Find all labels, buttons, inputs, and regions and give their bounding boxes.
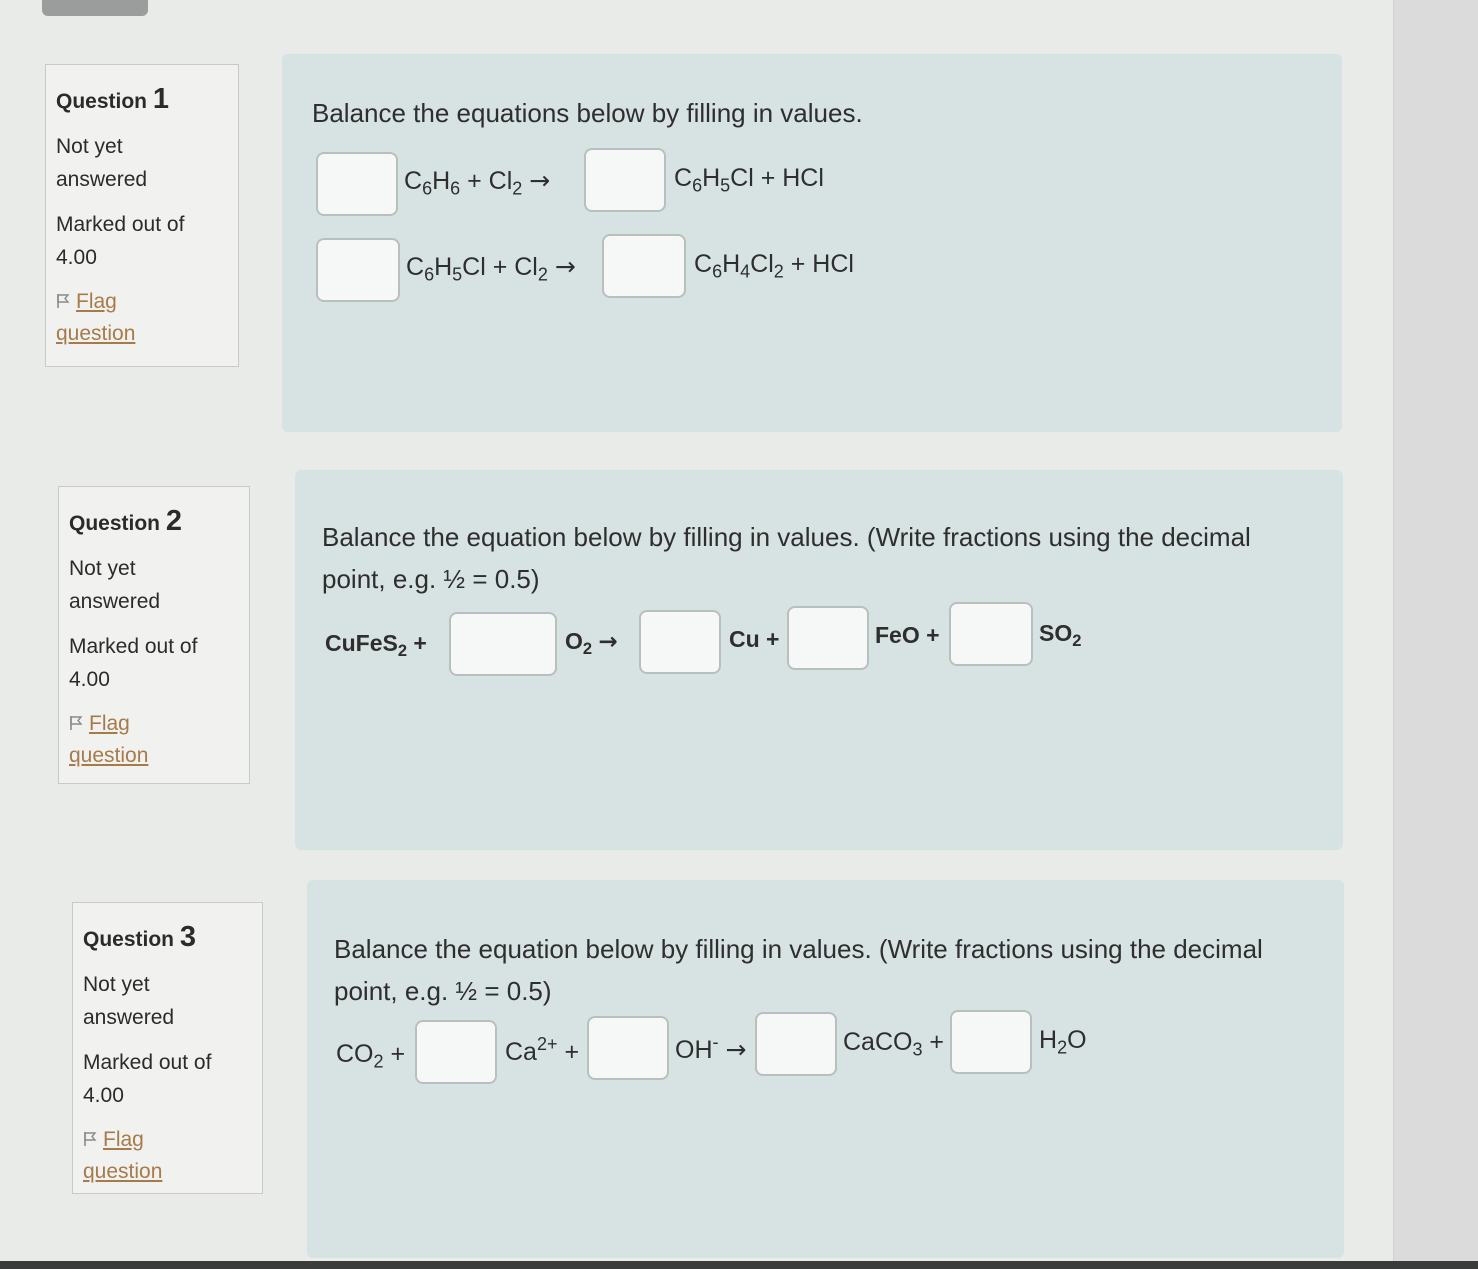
flag-icon <box>69 715 83 731</box>
question-1-info <box>45 64 239 367</box>
coefficient-input[interactable] <box>949 602 1033 666</box>
equation-term: $O_2$ → <box>565 628 618 658</box>
coefficient-input[interactable] <box>316 152 398 216</box>
flag-link-text[interactable]: Flag <box>76 290 117 313</box>
question-label: Question <box>56 90 148 113</box>
question-state-line1: Not yet <box>69 557 136 580</box>
equation-term: FeO + <box>875 622 940 648</box>
question-prompt: Balance the equations below by filling in values. <box>312 98 863 128</box>
flag-icon <box>56 293 70 309</box>
arrow-icon: → <box>554 252 576 281</box>
equation-term: $H_2O$ <box>1039 1026 1087 1058</box>
equation-term: $CO_2$ + <box>336 1040 406 1072</box>
marks-label: Marked out of <box>56 213 185 236</box>
equation-term: $Ca^{2+}$ + <box>505 1034 580 1066</box>
question-number: 3 <box>179 921 196 953</box>
question-2-content <box>295 470 1343 850</box>
question-2-info <box>58 486 250 784</box>
equation-products: $C_6H_5Cl$ + HCl <box>674 164 824 196</box>
equation-term: CaCO$_3$ + <box>843 1028 945 1060</box>
question-marks <box>83 1046 250 1112</box>
flag-question-link[interactable] <box>69 708 237 772</box>
arrow-icon: → <box>725 1034 747 1064</box>
flag-link-text-2[interactable]: question <box>83 1160 163 1183</box>
question-marks <box>56 208 226 274</box>
page-right-edge <box>1393 0 1478 1269</box>
marks-value: 4.00 <box>83 1084 124 1107</box>
coefficient-input[interactable] <box>755 1012 837 1076</box>
coefficient-input[interactable] <box>787 606 869 670</box>
coefficient-input[interactable] <box>950 1010 1032 1074</box>
flag-link-text-2[interactable]: question <box>69 744 149 767</box>
coefficient-input[interactable] <box>602 234 686 298</box>
question-title <box>69 505 237 538</box>
question-state <box>83 968 250 1034</box>
marks-value: 4.00 <box>56 246 97 269</box>
question-state-line1: Not yet <box>56 135 123 158</box>
equation-reactants: $C_6H_5Cl + Cl_2$ → <box>406 252 576 285</box>
question-state <box>69 552 237 618</box>
question-label: Question <box>83 928 175 951</box>
question-prompt-line1: Balance the equation below by filling in values. (Write fractions using the decimal <box>334 934 1263 964</box>
question-number: 2 <box>165 505 182 537</box>
equation-term: OH- → <box>675 1032 747 1064</box>
marks-value: 4.00 <box>69 668 110 691</box>
question-prompt-line2: point, e.g. ½ = 0.5) <box>334 976 552 1006</box>
flag-question-link[interactable] <box>83 1124 250 1188</box>
equation-term: CuFeS$_2$ + <box>325 630 427 660</box>
question-marks <box>69 630 237 696</box>
marks-label: Marked out of <box>69 635 198 658</box>
question-prompt-line2: point, e.g. ½ = 0.5) <box>322 564 540 594</box>
question-label: Question <box>69 512 161 535</box>
question-state-line1: Not yet <box>83 973 150 996</box>
marks-label: Marked out of <box>83 1051 212 1074</box>
question-state <box>56 130 226 196</box>
coefficient-input[interactable] <box>587 1016 669 1080</box>
coefficient-input[interactable] <box>449 612 557 676</box>
equation-products: $C_6H_4Cl_2$ + HCl <box>694 250 854 282</box>
coefficient-input[interactable] <box>415 1020 497 1084</box>
top-tab <box>42 0 148 16</box>
flag-question-link[interactable] <box>56 286 226 350</box>
question-title <box>56 83 226 116</box>
question-prompt <box>322 516 1251 600</box>
flag-link-text[interactable]: Flag <box>103 1128 144 1151</box>
arrow-icon: → <box>529 166 551 195</box>
flag-icon <box>83 1131 97 1147</box>
question-1-content <box>282 54 1342 432</box>
equation-reactants: $C_6H_6 + Cl_2$ → <box>404 166 551 199</box>
question-state-line2: answered <box>69 590 161 613</box>
question-3-info <box>72 902 263 1194</box>
question-title <box>83 921 250 954</box>
coefficient-input[interactable] <box>584 148 666 212</box>
equation-term: $SO_2$ <box>1039 620 1082 650</box>
coefficient-input[interactable] <box>639 610 721 674</box>
arrow-icon: → <box>598 629 618 655</box>
question-state-line2: answered <box>56 168 148 191</box>
page-bottom-edge <box>0 1261 1478 1269</box>
question-3-content <box>307 880 1344 1258</box>
question-number: 1 <box>152 83 169 115</box>
equation-term: Cu + <box>729 626 780 652</box>
question-prompt <box>334 928 1263 1012</box>
flag-link-text[interactable]: Flag <box>89 712 130 735</box>
question-state-line2: answered <box>83 1006 175 1029</box>
flag-link-text-2[interactable]: question <box>56 322 136 345</box>
question-prompt-line1: Balance the equation below by filling in values. (Write fractions using the decimal <box>322 522 1251 552</box>
coefficient-input[interactable] <box>316 238 400 302</box>
